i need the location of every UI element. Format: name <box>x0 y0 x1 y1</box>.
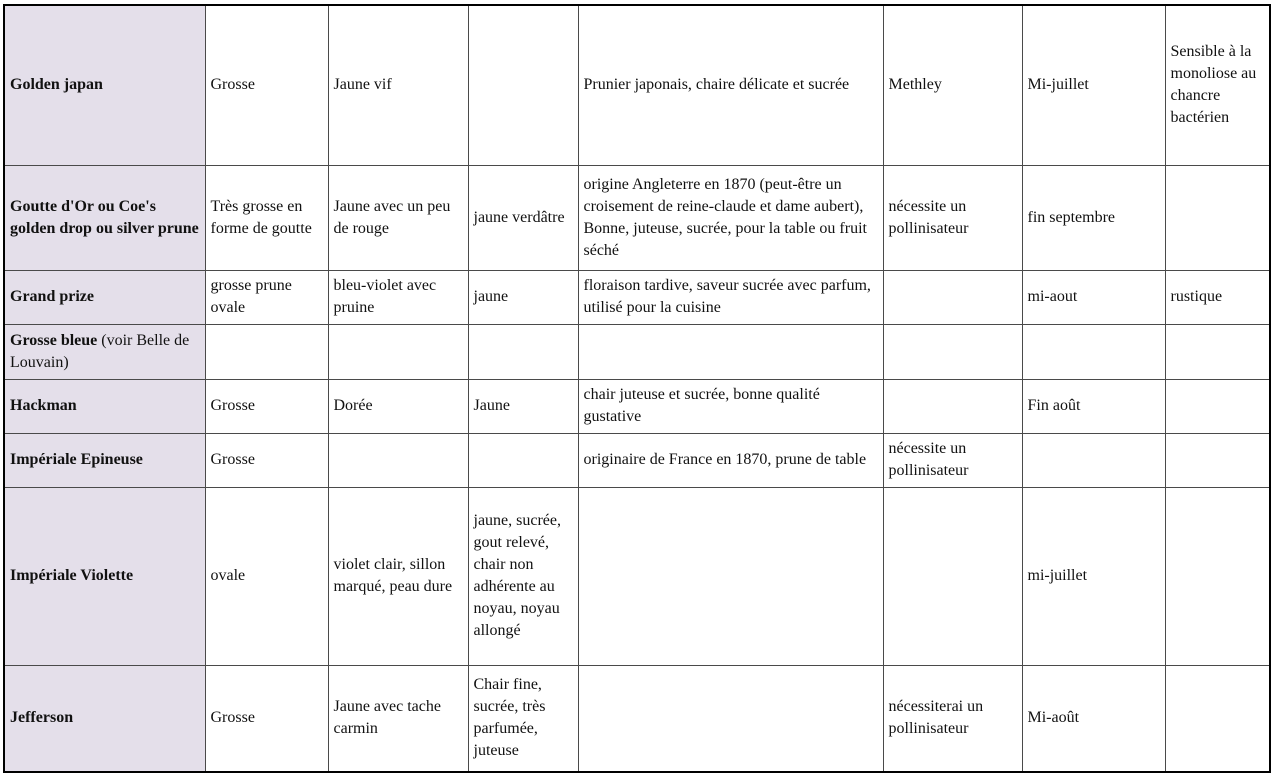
variety-name-cell <box>4 324 205 379</box>
table-row <box>4 270 1270 324</box>
description-cell: floraison tardive, saveur sucrée avec parfum, utilisé pour la cuisine <box>578 270 883 324</box>
description-cell: chair juteuse et sucrée, bonne qualité gustative <box>578 379 883 433</box>
maturity-cell <box>1022 324 1165 379</box>
variety-name: Jefferson <box>10 709 74 727</box>
flesh-cell: jaune, sucrée, gout relevé, chair non adhérente au noyau, noyau allongé <box>468 487 578 665</box>
size-cell: ovale <box>205 487 328 665</box>
description-cell: originaire de France en 1870, prune de table <box>578 433 883 487</box>
flesh-cell: Jaune <box>468 379 578 433</box>
maturity-cell: mi-juillet <box>1022 487 1165 665</box>
remarks-cell <box>1165 665 1270 772</box>
pollination-cell: Methley <box>883 5 1022 165</box>
remarks-cell <box>1165 324 1270 379</box>
pollination-cell <box>883 324 1022 379</box>
flesh-cell <box>468 433 578 487</box>
variety-name-note: (voir Belle de Louvain) <box>10 331 190 371</box>
table-row <box>4 433 1270 487</box>
description-cell: origine Angleterre en 1870 (peut-être un croisement de reine-claude et dame aubert), Bonne, juteuse, sucrée, pour la table ou fruit séché <box>578 165 883 270</box>
variety-name-cell <box>4 487 205 665</box>
maturity-cell: Mi-août <box>1022 665 1165 772</box>
table-row <box>4 324 1270 379</box>
remarks-cell <box>1165 165 1270 270</box>
pollination-cell <box>883 270 1022 324</box>
table-row <box>4 165 1270 270</box>
color-cell: Jaune avec tache carmin <box>328 665 468 772</box>
color-cell: Jaune vif <box>328 5 468 165</box>
color-cell: bleu-violet avec pruine <box>328 270 468 324</box>
variety-name: Goutte d'Or ou Coe's golden drop ou silver prune <box>10 197 199 237</box>
variety-name: Grosse bleue <box>10 331 98 349</box>
flesh-cell <box>468 5 578 165</box>
description-cell: Prunier japonais, chaire délicate et sucrée <box>578 5 883 165</box>
flesh-cell: jaune <box>468 270 578 324</box>
flesh-cell: jaune verdâtre <box>468 165 578 270</box>
variety-name-cell <box>4 5 205 165</box>
color-cell <box>328 433 468 487</box>
size-cell: Grosse <box>205 379 328 433</box>
description-cell <box>578 665 883 772</box>
description-cell <box>578 324 883 379</box>
flesh-cell <box>468 324 578 379</box>
pollination-cell: nécessite un pollinisateur <box>883 165 1022 270</box>
plum-variety-table <box>3 4 1271 773</box>
table-row <box>4 379 1270 433</box>
variety-name: Grand prize <box>10 288 94 305</box>
remarks-cell: rustique <box>1165 270 1270 324</box>
maturity-cell: Mi-juillet <box>1022 5 1165 165</box>
size-cell: Grosse <box>205 665 328 772</box>
table-row <box>4 5 1270 165</box>
color-cell: Dorée <box>328 379 468 433</box>
variety-name: Impériale Violette <box>10 567 134 584</box>
remarks-cell: Sensible à la monoliose au chancre bactérien <box>1165 5 1270 165</box>
pollination-cell: nécessite un pollinisateur <box>883 433 1022 487</box>
size-cell: Grosse <box>205 5 328 165</box>
table-body <box>4 5 1270 772</box>
table-row <box>4 665 1270 772</box>
pollination-cell: nécessiterai un pollinisateur <box>883 665 1022 772</box>
description-cell <box>578 487 883 665</box>
maturity-cell: Fin août <box>1022 379 1165 433</box>
remarks-cell <box>1165 433 1270 487</box>
variety-name-cell <box>4 665 205 772</box>
remarks-cell <box>1165 487 1270 665</box>
color-cell: violet clair, sillon marqué, peau dure <box>328 487 468 665</box>
color-cell: Jaune avec un peu de rouge <box>328 165 468 270</box>
size-cell <box>205 324 328 379</box>
maturity-cell: mi-aout <box>1022 270 1165 324</box>
variety-name: Hackman <box>10 397 77 414</box>
maturity-cell: fin septembre <box>1022 165 1165 270</box>
size-cell: Très grosse en forme de goutte <box>205 165 328 270</box>
variety-name-cell <box>4 270 205 324</box>
flesh-cell: Chair fine, sucrée, très parfumée, juteuse <box>468 665 578 772</box>
remarks-cell <box>1165 379 1270 433</box>
size-cell: Grosse <box>205 433 328 487</box>
pollination-cell <box>883 487 1022 665</box>
variety-name-cell <box>4 165 205 270</box>
maturity-cell <box>1022 433 1165 487</box>
table-row <box>4 487 1270 665</box>
variety-name-cell <box>4 379 205 433</box>
variety-name: Golden japan <box>10 76 103 94</box>
variety-name: Impériale Epineuse <box>10 451 143 468</box>
pollination-cell <box>883 379 1022 433</box>
color-cell <box>328 324 468 379</box>
size-cell: grosse prune ovale <box>205 270 328 324</box>
variety-name-cell <box>4 433 205 487</box>
